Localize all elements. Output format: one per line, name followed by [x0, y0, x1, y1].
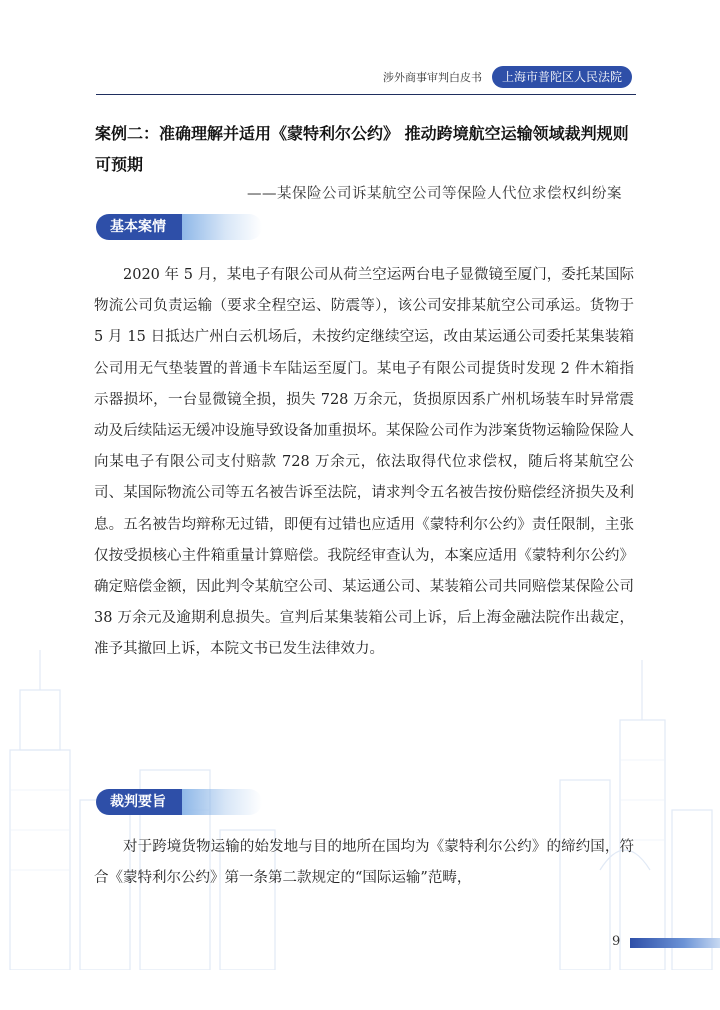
facts-paragraph: 2020 年 5 月，某电子有限公司从荷兰空运两台电子显微镜至厦门，委托某国际物流公司负责运输（要求全程空运、防震等），该公司安排某航空公司承运。货物于 5 月 15 日抵达广州白云机场后，未按约定继续空运，改由某运通公司委托某集装箱公司用无气垫装置的普通卡车陆运至厦门。某电子有限公司提货时发现 2 件木箱指示器损坏，一台显微镜全损，损失 728 万余元，货损原因系广州机场装车时异常震动及后续陆运无缓冲设施导致设备加重损坏。某保险公司作为涉案货物运输险保险人向某电子有限公司支付赔款 728 万余元，依法取得代位求偿权，随后将某航空公司、某国际物流公司等五名被告诉至法院，请求判令五名被告按份赔偿经济损失及利息。五名被告均辩称无过错，即便有过错也应适用《蒙特利尔公约》责任限制，主张仅按受损核心主件箱重量计算赔偿。我院经审查认为，本案应适用《蒙特利尔公约》确定赔偿金额，因此判令某航空公司、某运通公司、某装箱公司共同赔偿某保险公司 38 万余元及逾期利息损失。宣判后某集装箱公司上诉，后上海金融法院作出裁定，准予其撤回上诉，本院文书已发生法律效力。: [94, 267, 634, 658]
section-label-ruling: [96, 789, 262, 815]
court-name-badge: 上海市普陀区人民法院: [492, 66, 632, 88]
page-number-bar: [630, 938, 720, 948]
book-title: 涉外商事审判白皮书: [382, 71, 482, 84]
page-header: [383, 66, 632, 88]
section-ruling-heading: 裁判要旨: [96, 789, 182, 815]
section-label-decoration: [182, 214, 262, 240]
page-number: 9: [612, 934, 621, 949]
case-subtitle: ——某保险公司诉某航空公司等保险人代位求偿权纠纷案: [247, 186, 622, 202]
section-facts-heading: 基本案情: [96, 214, 182, 240]
section-label-facts: [96, 214, 262, 240]
section-label-decoration: [182, 789, 262, 815]
ruling-paragraph: 对于跨境货物运输的始发地与目的地所在国均为《蒙特利尔公约》的缔约国，符合《蒙特利尔公约》第一条第二款规定的“国际运输”范畴，: [94, 839, 634, 887]
header-divider: [96, 94, 636, 95]
case-title: 案例二：准确理解并适用《蒙特利尔公约》 推动跨境航空运输领域裁判规则可预期: [95, 124, 629, 174]
